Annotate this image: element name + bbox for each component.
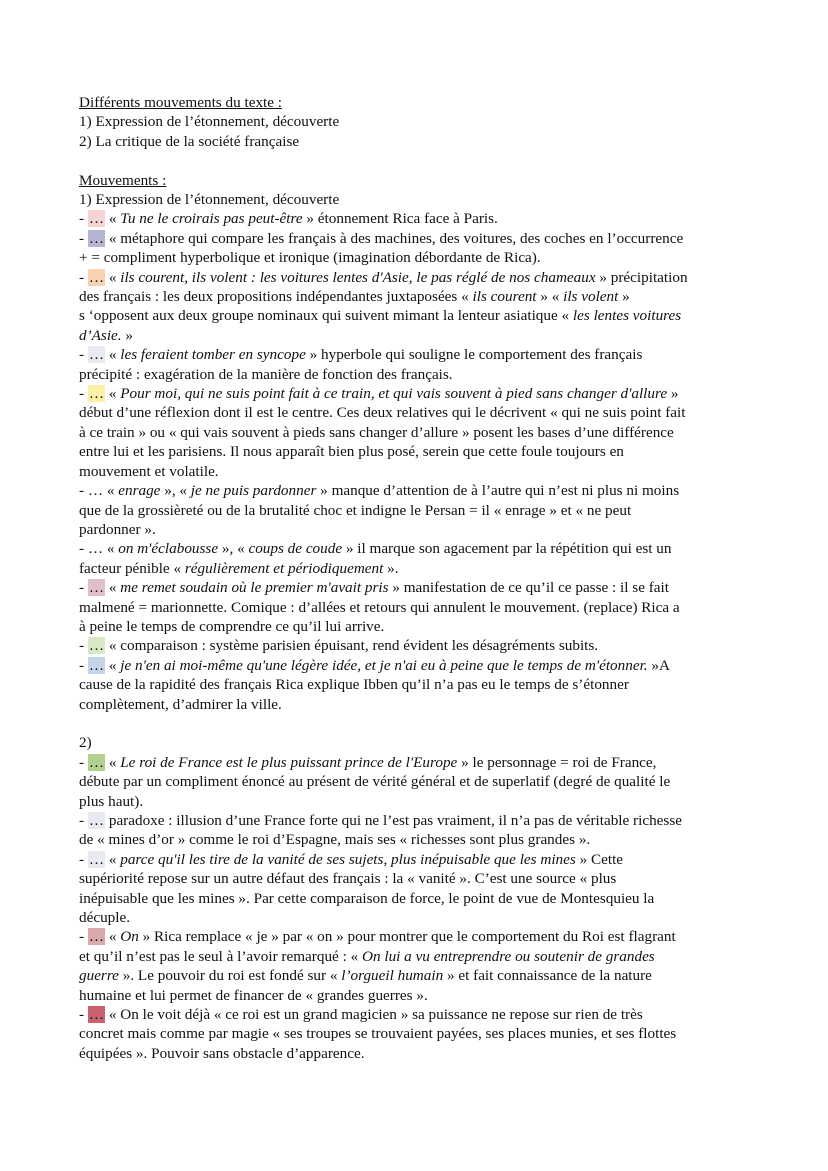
- paragraph-line: plus haut).: [79, 792, 144, 810]
- quote: on m'éclabousse: [118, 540, 219, 558]
- paragraph-line: complètement, d’admirer la ville.: [79, 695, 282, 713]
- spacer: [79, 151, 768, 170]
- highlight-mark: …: [88, 928, 105, 946]
- paragraph-line: pardonner ».: [79, 520, 156, 538]
- paragraph-line: de « mines d’or » comme le roi d’Espagne, mais ses « richesses sont plus grandes ».: [79, 831, 591, 849]
- quote: guerre: [79, 967, 119, 985]
- quote: l’orgueil humain: [341, 967, 444, 985]
- paragraph: - … « les feraient tomber en syncope » hyperbole qui souligne le comportement des français: [79, 346, 643, 364]
- section1-title: 1) Expression de l’étonnement, découverte: [79, 191, 340, 209]
- quote: On lui a vu entreprendre ou soutenir de grandes: [361, 947, 655, 965]
- mouvements-heading: Mouvements :: [79, 171, 167, 189]
- paragraph: - … « enrage », « je ne puis pardonner » manque d’attention de à l’autre qui n’est ni plus ni moins: [79, 482, 680, 500]
- document-heading: Différents mouvements du texte :: [79, 94, 283, 111]
- highlight-mark: …: [88, 229, 105, 247]
- quote: coups de coude: [248, 540, 343, 558]
- quote: régulièrement et périodiquement: [184, 559, 384, 577]
- spacer: [79, 714, 768, 733]
- paragraph-line: inépuisable que les mines ». Par cette comparaison de force, le point de vue de Montesquieu la: [79, 889, 655, 907]
- highlight-mark: …: [88, 268, 105, 286]
- highlight-mark: …: [88, 637, 105, 655]
- paragraph-line: décuple.: [79, 909, 131, 927]
- paragraph-line: mouvement et volatile.: [79, 462, 219, 480]
- quote: les feraient tomber en syncope: [120, 346, 306, 364]
- quote: ils courent, ils volent : les voitures lentes d'Asie, le pas réglé de nos chameaux: [120, 268, 596, 286]
- paragraph-line: s ‘opposent aux deux groupe nominaux qui suivent mimant la lenteur asiatique « les lentes voitures: [79, 307, 682, 325]
- intro-movement-1: 1) Expression de l’étonnement, découverte: [79, 113, 340, 131]
- paragraph: - … paradoxe : illusion d’une France forte qui ne l’est pas vraiment, il n’a pas de véritable richesse: [79, 812, 682, 829]
- paragraph: - … « On » Rica remplace « je » par « on » pour montrer que le comportement du Roi est flagrant: [79, 928, 676, 946]
- paragraph: - … « ils courent, ils volent : les voitures lentes d'Asie, le pas réglé de nos chameaux » précipitation: [79, 268, 688, 286]
- quote: On: [120, 928, 139, 946]
- paragraph-line: guerre ». Le pouvoir du roi est fondé sur « l’orgueil humain » et fait connaissance de la nature: [79, 967, 652, 985]
- quote: ils courent: [472, 288, 537, 306]
- section2-title: 2): [79, 734, 92, 752]
- highlight-mark: …: [88, 850, 105, 868]
- highlight-mark: …: [88, 1006, 105, 1024]
- paragraph-line: concret mais comme par magie « ses troupes se trouvaient payées, ses places munies, et ses flottes: [79, 1025, 677, 1043]
- quote: d’Asie.: [79, 326, 122, 344]
- paragraph-line: que de la grossièreté ou de la brutalité choc et indigne le Persan = il « enrage » et « ne peut: [79, 501, 632, 519]
- intro-movement-2: 2) La critique de la société française: [79, 132, 300, 150]
- quote: Le roi de France est le plus puissant prince de l'Europe: [120, 753, 458, 771]
- quote: les lentes voitures: [572, 307, 682, 325]
- highlight-mark: …: [88, 753, 105, 771]
- quote: je n'en ai moi-même qu'une légère idée, et je n'ai eu à peine que le temps de m'étonner.: [120, 656, 648, 674]
- paragraph-line: des français : les deux propositions indépendantes juxtaposées « ils courent » « ils volent »: [79, 288, 630, 306]
- plain-mark: …: [87, 482, 104, 500]
- paragraph-line: cause de la rapidité des français Rica explique Ibben qu’il n’a pas eu le temps de s’étonner: [79, 676, 629, 694]
- highlight-mark: …: [88, 346, 105, 364]
- quote: ils volent: [563, 288, 619, 306]
- paragraph-line: malmené = marionnette. Comique : d’allées et retours qui annulent le mouvement. (replace) Rica a: [79, 598, 680, 616]
- highlight-mark: …: [88, 210, 105, 228]
- paragraph-line: humaine et lui permet de financer de « grandes guerres ».: [79, 986, 428, 1004]
- paragraph-line: supériorité repose sur un autre défaut des français : la « vanité ». C’est une source « plus: [79, 870, 617, 888]
- paragraph-line: précipité : exagération de la manière de fonction des français.: [79, 365, 453, 383]
- highlight-mark: …: [88, 385, 105, 403]
- paragraph: - … « parce qu'il les tire de la vanité de ses sujets, plus inépuisable que les mines » Cette: [79, 850, 624, 868]
- plain-mark: …: [87, 540, 104, 558]
- paragraph-line: à ce train » ou « qui vais souvent à pieds sans changer d’allure » posent les bases d’une différence: [79, 423, 674, 441]
- paragraph-line: équipées ». Pouvoir sans obstacle d’apparence.: [79, 1044, 365, 1062]
- paragraph: - … « comparaison : système parisien épuisant, rend évident les désagréments subits.: [79, 637, 599, 655]
- paragraph-line: entre lui et les parisiens. Il nous apparaît bien plus posé, serein que cette foule toujours en: [79, 443, 624, 461]
- highlight-mark: …: [88, 812, 105, 829]
- paragraph-line: débute par un compliment énoncé au présent de vérité général et de superlatif (degré de qualité le: [79, 773, 671, 791]
- paragraph: - … « on m'éclabousse », « coups de coude » il marque son agacement par la répétition qui est un: [79, 540, 672, 558]
- quote: me remet soudain où le premier m'avait pris: [120, 579, 389, 597]
- paragraph: - … « On le voit déjà « ce roi est un grand magicien » sa puissance ne repose sur rien de très: [79, 1006, 643, 1024]
- quote: Pour moi, qui ne suis point fait à ce train, et qui vais souvent à pied sans changer d'allure: [120, 385, 668, 403]
- paragraph: - … « métaphore qui compare les français à des machines, des voitures, des coches en l’occurrence: [79, 229, 684, 247]
- paragraph: - … « Pour moi, qui ne suis point fait à ce train, et qui vais souvent à pied sans changer d'allure »: [79, 385, 679, 403]
- paragraph-line: et qu’il n’est pas le seul à l’avoir remarqué : « On lui a vu entreprendre ou soutenir de grandes: [79, 947, 655, 965]
- paragraph: - … « je n'en ai moi-même qu'une légère idée, et je n'ai eu à peine que le temps de m'étonner. »A: [79, 656, 670, 674]
- paragraph: - … « me remet soudain où le premier m'avait pris » manifestation de ce qu’il ce passe : il se fait: [79, 579, 669, 597]
- quote: parce qu'il les tire de la vanité de ses sujets, plus inépuisable que les mines: [120, 850, 576, 868]
- paragraph: - … « Le roi de France est le plus puissant prince de l'Europe » le personnage = roi de France,: [79, 753, 657, 771]
- highlight-mark: …: [88, 579, 105, 597]
- highlight-mark: …: [88, 656, 105, 674]
- paragraph-line: + = compliment hyperbolique et ironique (imagination débordante de Rica).: [79, 249, 541, 267]
- paragraph-line: à peine le temps de comprendre ce qu’il lui arrive.: [79, 617, 385, 635]
- paragraph-line: début d’une réflexion dont il est le centre. Ces deux relatives qui le décrivent « qui ne suis point fait: [79, 404, 686, 422]
- paragraph-line: facteur pénible « régulièrement et périodiquement ».: [79, 559, 399, 577]
- quote: Tu ne le croirais pas peut-être: [120, 210, 303, 228]
- paragraph-line: d’Asie. »: [79, 326, 133, 344]
- quote: enrage: [118, 482, 161, 500]
- quote: je ne puis pardonner: [190, 482, 317, 500]
- paragraph: - … « Tu ne le croirais pas peut-être » étonnement Rica face à Paris.: [79, 210, 498, 228]
